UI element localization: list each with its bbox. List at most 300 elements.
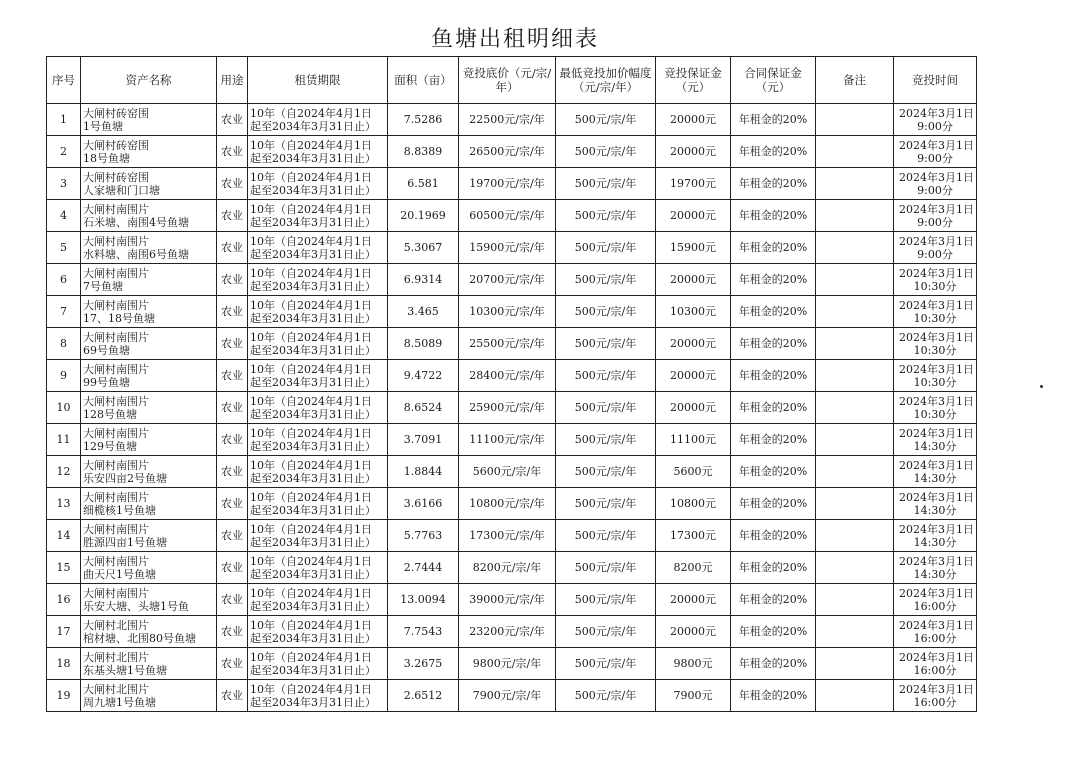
cell-contract-deposit: 年租金的20% xyxy=(731,520,816,552)
cell-min-increment: 500元/宗/年 xyxy=(556,296,656,328)
cell-name xyxy=(81,616,217,648)
cell-bid-time xyxy=(894,168,977,200)
cell-term-line-2: 起至2034年3月31日止） xyxy=(250,215,376,229)
cell-area: 6.9314 xyxy=(388,264,459,296)
table-row xyxy=(47,488,977,520)
cell-base-price: 11100元/宗/年 xyxy=(459,424,556,456)
cell-name-line-1: 大闸村南围片 xyxy=(83,330,149,344)
table-row xyxy=(47,232,977,264)
cell-name-line-2: 东基头塘1号鱼塘 xyxy=(83,663,167,677)
cell-name-line-2: 129号鱼塘 xyxy=(83,439,137,453)
cell-term-line-1: 10年（自2024年4月1日 xyxy=(250,490,372,504)
table-row xyxy=(47,392,977,424)
cell-bid-time-line-2: 16:00分 xyxy=(913,599,957,613)
cell-base-price: 10300元/宗/年 xyxy=(459,296,556,328)
cell-bid-deposit: 20000元 xyxy=(656,584,731,616)
cell-bid-time xyxy=(894,424,977,456)
cell-name-line-1: 大闸村南围片 xyxy=(83,426,149,440)
cell-name xyxy=(81,424,217,456)
cell-bid-deposit: 17300元 xyxy=(656,520,731,552)
cell-min-increment: 500元/宗/年 xyxy=(556,520,656,552)
cell-bid-time xyxy=(894,680,977,712)
cell-use: 农业 xyxy=(217,552,248,584)
cell-term xyxy=(248,328,388,360)
cell-bid-deposit: 10300元 xyxy=(656,296,731,328)
cell-area: 9.4722 xyxy=(388,360,459,392)
cell-bid-time-line-1: 2024年3月1日 xyxy=(899,522,974,536)
cell-seq: 11 xyxy=(47,424,81,456)
cell-use: 农业 xyxy=(217,392,248,424)
table-row xyxy=(47,296,977,328)
cell-bid-time-line-1: 2024年3月1日 xyxy=(899,586,974,600)
cell-bid-time-line-1: 2024年3月1日 xyxy=(899,650,974,664)
cell-contract-deposit: 年租金的20% xyxy=(731,200,816,232)
cell-name-line-1: 大闸村南围片 xyxy=(83,394,149,408)
cell-bid-time-line-1: 2024年3月1日 xyxy=(899,426,974,440)
cell-bid-time-line-1: 2024年3月1日 xyxy=(899,362,974,376)
cell-seq: 12 xyxy=(47,456,81,488)
cell-use: 农业 xyxy=(217,232,248,264)
cell-term-line-1: 10年（自2024年4月1日 xyxy=(250,362,372,376)
cell-term xyxy=(248,264,388,296)
cell-bid-time-line-2: 16:00分 xyxy=(913,631,957,645)
cell-name-line-2: 7号鱼塘 xyxy=(83,279,123,293)
cell-term-line-1: 10年（自2024年4月1日 xyxy=(250,426,372,440)
cell-contract-deposit: 年租金的20% xyxy=(731,424,816,456)
cell-term xyxy=(248,296,388,328)
cell-use: 农业 xyxy=(217,648,248,680)
cell-name-line-2: 棺材塘、北围80号鱼塘 xyxy=(83,631,196,645)
cell-term xyxy=(248,200,388,232)
cell-base-price: 25900元/宗/年 xyxy=(459,392,556,424)
table-row xyxy=(47,328,977,360)
cell-name-line-1: 大闸村南围片 xyxy=(83,586,149,600)
cell-contract-deposit: 年租金的20% xyxy=(731,552,816,584)
cell-contract-deposit: 年租金的20% xyxy=(731,296,816,328)
cell-contract-deposit: 年租金的20% xyxy=(731,488,816,520)
cell-name-line-1: 大闸村砖窑围 xyxy=(83,106,149,120)
table-row xyxy=(47,552,977,584)
cell-bid-time xyxy=(894,584,977,616)
cell-base-price: 23200元/宗/年 xyxy=(459,616,556,648)
table-row xyxy=(47,136,977,168)
cell-bid-deposit: 20000元 xyxy=(656,328,731,360)
header-bid-deposit: 竞投保证金（元） xyxy=(656,57,731,104)
cell-seq: 1 xyxy=(47,104,81,136)
cell-bid-deposit: 20000元 xyxy=(656,264,731,296)
cell-seq: 15 xyxy=(47,552,81,584)
cell-base-price: 15900元/宗/年 xyxy=(459,232,556,264)
cell-term xyxy=(248,488,388,520)
cell-term xyxy=(248,648,388,680)
cell-base-price: 8200元/宗/年 xyxy=(459,552,556,584)
table-row xyxy=(47,520,977,552)
cell-name-line-2: 曲天尺1号鱼塘 xyxy=(83,567,156,581)
cell-bid-time-line-2: 10:30分 xyxy=(913,343,957,357)
cell-bid-time-line-2: 10:30分 xyxy=(913,311,957,325)
cell-bid-time xyxy=(894,392,977,424)
cell-contract-deposit: 年租金的20% xyxy=(731,360,816,392)
cell-name-line-1: 大闸村南围片 xyxy=(83,522,149,536)
cell-name xyxy=(81,584,217,616)
cell-name-line-1: 大闸村砖窑围 xyxy=(83,170,149,184)
cell-bid-deposit: 9800元 xyxy=(656,648,731,680)
cell-name-line-2: 胜源四亩1号鱼塘 xyxy=(83,535,167,549)
cell-term-line-2: 起至2034年3月31日止） xyxy=(250,695,376,709)
cell-term-line-1: 10年（自2024年4月1日 xyxy=(250,586,372,600)
cell-contract-deposit: 年租金的20% xyxy=(731,680,816,712)
cell-remark xyxy=(816,168,894,200)
cell-base-price: 20700元/宗/年 xyxy=(459,264,556,296)
cell-bid-time-line-1: 2024年3月1日 xyxy=(899,394,974,408)
cell-seq: 17 xyxy=(47,616,81,648)
cell-name-line-1: 大闸村砖窑围 xyxy=(83,138,149,152)
cell-name xyxy=(81,392,217,424)
cell-min-increment: 500元/宗/年 xyxy=(556,264,656,296)
cell-remark xyxy=(816,392,894,424)
cell-use: 农业 xyxy=(217,264,248,296)
cell-term xyxy=(248,584,388,616)
cell-bid-deposit: 5600元 xyxy=(656,456,731,488)
cell-bid-deposit: 20000元 xyxy=(656,616,731,648)
cell-remark xyxy=(816,456,894,488)
cell-name xyxy=(81,168,217,200)
cell-term-line-1: 10年（自2024年4月1日 xyxy=(250,202,372,216)
cell-term-line-2: 起至2034年3月31日止） xyxy=(250,567,376,581)
cell-name-line-1: 大闸村北围片 xyxy=(83,618,149,632)
cell-name-line-1: 大闸村南围片 xyxy=(83,298,149,312)
cell-bid-deposit: 15900元 xyxy=(656,232,731,264)
cell-contract-deposit: 年租金的20% xyxy=(731,616,816,648)
cell-remark xyxy=(816,264,894,296)
cell-min-increment: 500元/宗/年 xyxy=(556,168,656,200)
cell-term-line-1: 10年（自2024年4月1日 xyxy=(250,650,372,664)
cell-bid-deposit: 20000元 xyxy=(656,392,731,424)
cell-contract-deposit: 年租金的20% xyxy=(731,456,816,488)
cell-bid-time xyxy=(894,552,977,584)
header-base-price: 竞投底价（元/宗/年） xyxy=(459,57,556,104)
cell-term xyxy=(248,680,388,712)
cell-base-price: 5600元/宗/年 xyxy=(459,456,556,488)
cell-remark xyxy=(816,680,894,712)
cell-term-line-1: 10年（自2024年4月1日 xyxy=(250,170,372,184)
cell-base-price: 17300元/宗/年 xyxy=(459,520,556,552)
cell-term-line-1: 10年（自2024年4月1日 xyxy=(250,618,372,632)
cell-bid-time-line-1: 2024年3月1日 xyxy=(899,202,974,216)
cell-bid-time-line-1: 2024年3月1日 xyxy=(899,330,974,344)
cell-bid-time-line-2: 14:30分 xyxy=(913,439,957,453)
cell-area: 8.5089 xyxy=(388,328,459,360)
cell-term xyxy=(248,168,388,200)
cell-bid-deposit: 10800元 xyxy=(656,488,731,520)
cell-name-line-2: 细榄核1号鱼塘 xyxy=(83,503,156,517)
header-remark: 备注 xyxy=(816,57,894,104)
cell-bid-time xyxy=(894,520,977,552)
cell-term-line-1: 10年（自2024年4月1日 xyxy=(250,298,372,312)
cell-bid-time-line-1: 2024年3月1日 xyxy=(899,554,974,568)
cell-bid-time-line-2: 9:00分 xyxy=(917,247,953,261)
cell-remark xyxy=(816,136,894,168)
table-row xyxy=(47,200,977,232)
cell-bid-deposit: 20000元 xyxy=(656,200,731,232)
cell-use: 农业 xyxy=(217,296,248,328)
cell-bid-time-line-2: 9:00分 xyxy=(917,215,953,229)
cell-seq: 4 xyxy=(47,200,81,232)
cell-min-increment: 500元/宗/年 xyxy=(556,616,656,648)
cell-bid-time xyxy=(894,360,977,392)
cell-term-line-1: 10年（自2024年4月1日 xyxy=(250,106,372,120)
cell-bid-time xyxy=(894,104,977,136)
cell-seq: 14 xyxy=(47,520,81,552)
cell-name-line-2: 人家塘和门口塘 xyxy=(83,183,160,197)
cell-term-line-2: 起至2034年3月31日止） xyxy=(250,535,376,549)
cell-min-increment: 500元/宗/年 xyxy=(556,584,656,616)
cell-bid-time-line-1: 2024年3月1日 xyxy=(899,682,974,696)
cell-bid-time xyxy=(894,328,977,360)
cell-name-line-2: 周九塘1号鱼塘 xyxy=(83,695,156,709)
cell-bid-time-line-2: 14:30分 xyxy=(913,567,957,581)
cell-name-line-2: 128号鱼塘 xyxy=(83,407,137,421)
cell-bid-time xyxy=(894,488,977,520)
cell-remark xyxy=(816,232,894,264)
cell-min-increment: 500元/宗/年 xyxy=(556,424,656,456)
cell-remark xyxy=(816,296,894,328)
cell-base-price: 9800元/宗/年 xyxy=(459,648,556,680)
cell-bid-time-line-1: 2024年3月1日 xyxy=(899,234,974,248)
cell-term-line-1: 10年（自2024年4月1日 xyxy=(250,394,372,408)
cell-term xyxy=(248,392,388,424)
cell-min-increment: 500元/宗/年 xyxy=(556,392,656,424)
cell-bid-time-line-1: 2024年3月1日 xyxy=(899,298,974,312)
cell-bid-deposit: 8200元 xyxy=(656,552,731,584)
cell-remark xyxy=(816,520,894,552)
cell-use: 农业 xyxy=(217,200,248,232)
cell-name-line-1: 大闸村南围片 xyxy=(83,202,149,216)
cell-use: 农业 xyxy=(217,360,248,392)
cell-term-line-2: 起至2034年3月31日止） xyxy=(250,247,376,261)
cell-remark xyxy=(816,616,894,648)
cell-min-increment: 500元/宗/年 xyxy=(556,200,656,232)
cell-term-line-2: 起至2034年3月31日止） xyxy=(250,151,376,165)
cell-bid-deposit: 11100元 xyxy=(656,424,731,456)
cell-base-price: 19700元/宗/年 xyxy=(459,168,556,200)
cell-min-increment: 500元/宗/年 xyxy=(556,552,656,584)
cell-area: 1.8844 xyxy=(388,456,459,488)
cell-area: 5.7763 xyxy=(388,520,459,552)
cell-remark xyxy=(816,104,894,136)
cell-use: 农业 xyxy=(217,584,248,616)
cell-contract-deposit: 年租金的20% xyxy=(731,136,816,168)
cell-term-line-2: 起至2034年3月31日止） xyxy=(250,407,376,421)
cell-area: 3.2675 xyxy=(388,648,459,680)
cell-term-line-1: 10年（自2024年4月1日 xyxy=(250,234,372,248)
cell-use: 农业 xyxy=(217,168,248,200)
cell-remark xyxy=(816,648,894,680)
cell-name-line-2: 乐安大塘、头塘1号鱼 xyxy=(83,599,189,613)
cell-term-line-2: 起至2034年3月31日止） xyxy=(250,119,376,133)
cell-min-increment: 500元/宗/年 xyxy=(556,488,656,520)
table-row xyxy=(47,168,977,200)
cell-seq: 13 xyxy=(47,488,81,520)
cell-name-line-2: 18号鱼塘 xyxy=(83,151,130,165)
cell-name xyxy=(81,488,217,520)
header-name: 资产名称 xyxy=(81,57,217,104)
cell-area: 2.7444 xyxy=(388,552,459,584)
cell-min-increment: 500元/宗/年 xyxy=(556,104,656,136)
table-row xyxy=(47,360,977,392)
cell-base-price: 28400元/宗/年 xyxy=(459,360,556,392)
cell-bid-time-line-2: 14:30分 xyxy=(913,503,957,517)
cell-term-line-2: 起至2034年3月31日止） xyxy=(250,503,376,517)
table-row xyxy=(47,584,977,616)
cell-bid-time-line-1: 2024年3月1日 xyxy=(899,266,974,280)
header-bid-time: 竞投时间 xyxy=(894,57,977,104)
cell-contract-deposit: 年租金的20% xyxy=(731,328,816,360)
cell-name xyxy=(81,296,217,328)
cell-term xyxy=(248,616,388,648)
header-use: 用途 xyxy=(217,57,248,104)
cell-term-line-1: 10年（自2024年4月1日 xyxy=(250,522,372,536)
header-term: 租赁期限 xyxy=(248,57,388,104)
cell-name xyxy=(81,680,217,712)
cell-base-price: 25500元/宗/年 xyxy=(459,328,556,360)
cell-term-line-1: 10年（自2024年4月1日 xyxy=(250,266,372,280)
table-row xyxy=(47,424,977,456)
cell-area: 3.465 xyxy=(388,296,459,328)
cell-contract-deposit: 年租金的20% xyxy=(731,392,816,424)
cell-use: 农业 xyxy=(217,424,248,456)
cell-term-line-2: 起至2034年3月31日止） xyxy=(250,471,376,485)
cell-area: 3.6166 xyxy=(388,488,459,520)
cell-bid-time-line-1: 2024年3月1日 xyxy=(899,106,974,120)
cell-bid-time-line-2: 14:30分 xyxy=(913,471,957,485)
cell-use: 农业 xyxy=(217,616,248,648)
cell-name xyxy=(81,200,217,232)
cell-bid-time xyxy=(894,456,977,488)
cell-bid-time xyxy=(894,616,977,648)
cell-bid-time xyxy=(894,232,977,264)
cell-bid-time-line-2: 10:30分 xyxy=(913,279,957,293)
cell-term xyxy=(248,456,388,488)
cell-bid-time-line-1: 2024年3月1日 xyxy=(899,138,974,152)
cell-seq: 10 xyxy=(47,392,81,424)
cell-name xyxy=(81,136,217,168)
table-header-row xyxy=(47,57,977,104)
cell-bid-time-line-2: 16:00分 xyxy=(913,663,957,677)
cell-base-price: 7900元/宗/年 xyxy=(459,680,556,712)
cell-contract-deposit: 年租金的20% xyxy=(731,104,816,136)
cell-name-line-2: 99号鱼塘 xyxy=(83,375,130,389)
cell-use: 农业 xyxy=(217,456,248,488)
cell-term-line-2: 起至2034年3月31日止） xyxy=(250,631,376,645)
header-min-increment: 最低竞投加价幅度（元/宗/年） xyxy=(556,57,656,104)
cell-seq: 8 xyxy=(47,328,81,360)
cell-remark xyxy=(816,424,894,456)
cell-seq: 16 xyxy=(47,584,81,616)
cell-seq: 7 xyxy=(47,296,81,328)
cell-base-price: 60500元/宗/年 xyxy=(459,200,556,232)
cell-term xyxy=(248,520,388,552)
cell-name xyxy=(81,456,217,488)
cell-term-line-1: 10年（自2024年4月1日 xyxy=(250,458,372,472)
cell-base-price: 26500元/宗/年 xyxy=(459,136,556,168)
cell-name-line-1: 大闸村南围片 xyxy=(83,458,149,472)
cell-name xyxy=(81,104,217,136)
cell-area: 13.0094 xyxy=(388,584,459,616)
table-row xyxy=(47,104,977,136)
cell-bid-time-line-2: 10:30分 xyxy=(913,375,957,389)
scan-speck xyxy=(1040,385,1043,388)
cell-term xyxy=(248,136,388,168)
table-row xyxy=(47,264,977,296)
header-area: 面积（亩） xyxy=(388,57,459,104)
cell-name-line-1: 大闸村北围片 xyxy=(83,682,149,696)
cell-bid-deposit: 20000元 xyxy=(656,360,731,392)
cell-area: 20.1969 xyxy=(388,200,459,232)
cell-name xyxy=(81,360,217,392)
cell-area: 8.6524 xyxy=(388,392,459,424)
cell-term-line-1: 10年（自2024年4月1日 xyxy=(250,330,372,344)
cell-remark xyxy=(816,584,894,616)
cell-name-line-1: 大闸村南围片 xyxy=(83,234,149,248)
cell-name-line-1: 大闸村南围片 xyxy=(83,554,149,568)
cell-bid-time xyxy=(894,200,977,232)
cell-term-line-1: 10年（自2024年4月1日 xyxy=(250,554,372,568)
cell-seq: 18 xyxy=(47,648,81,680)
cell-name-line-1: 大闸村北围片 xyxy=(83,650,149,664)
cell-bid-deposit: 20000元 xyxy=(656,104,731,136)
rental-table xyxy=(46,56,977,712)
cell-term xyxy=(248,552,388,584)
cell-name-line-2: 乐安四亩2号鱼塘 xyxy=(83,471,167,485)
cell-contract-deposit: 年租金的20% xyxy=(731,232,816,264)
cell-area: 5.3067 xyxy=(388,232,459,264)
cell-use: 农业 xyxy=(217,520,248,552)
cell-bid-time xyxy=(894,264,977,296)
cell-min-increment: 500元/宗/年 xyxy=(556,680,656,712)
cell-area: 7.7543 xyxy=(388,616,459,648)
cell-contract-deposit: 年租金的20% xyxy=(731,168,816,200)
cell-bid-time-line-2: 16:00分 xyxy=(913,695,957,709)
cell-min-increment: 500元/宗/年 xyxy=(556,648,656,680)
cell-term-line-1: 10年（自2024年4月1日 xyxy=(250,138,372,152)
cell-bid-time xyxy=(894,136,977,168)
cell-term-line-2: 起至2034年3月31日止） xyxy=(250,439,376,453)
cell-seq: 9 xyxy=(47,360,81,392)
cell-base-price: 39000元/宗/年 xyxy=(459,584,556,616)
cell-use: 农业 xyxy=(217,104,248,136)
cell-term xyxy=(248,232,388,264)
cell-term xyxy=(248,104,388,136)
header-contract-deposit: 合同保证金（元） xyxy=(731,57,816,104)
cell-use: 农业 xyxy=(217,680,248,712)
cell-remark xyxy=(816,360,894,392)
cell-term-line-2: 起至2034年3月31日止） xyxy=(250,279,376,293)
cell-bid-deposit: 7900元 xyxy=(656,680,731,712)
cell-bid-time-line-2: 9:00分 xyxy=(917,183,953,197)
cell-name xyxy=(81,264,217,296)
cell-bid-time-line-1: 2024年3月1日 xyxy=(899,458,974,472)
cell-name xyxy=(81,520,217,552)
cell-bid-time xyxy=(894,648,977,680)
cell-seq: 2 xyxy=(47,136,81,168)
cell-name xyxy=(81,648,217,680)
cell-min-increment: 500元/宗/年 xyxy=(556,456,656,488)
cell-bid-time-line-1: 2024年3月1日 xyxy=(899,170,974,184)
cell-use: 农业 xyxy=(217,328,248,360)
cell-seq: 5 xyxy=(47,232,81,264)
cell-bid-time-line-2: 14:30分 xyxy=(913,535,957,549)
